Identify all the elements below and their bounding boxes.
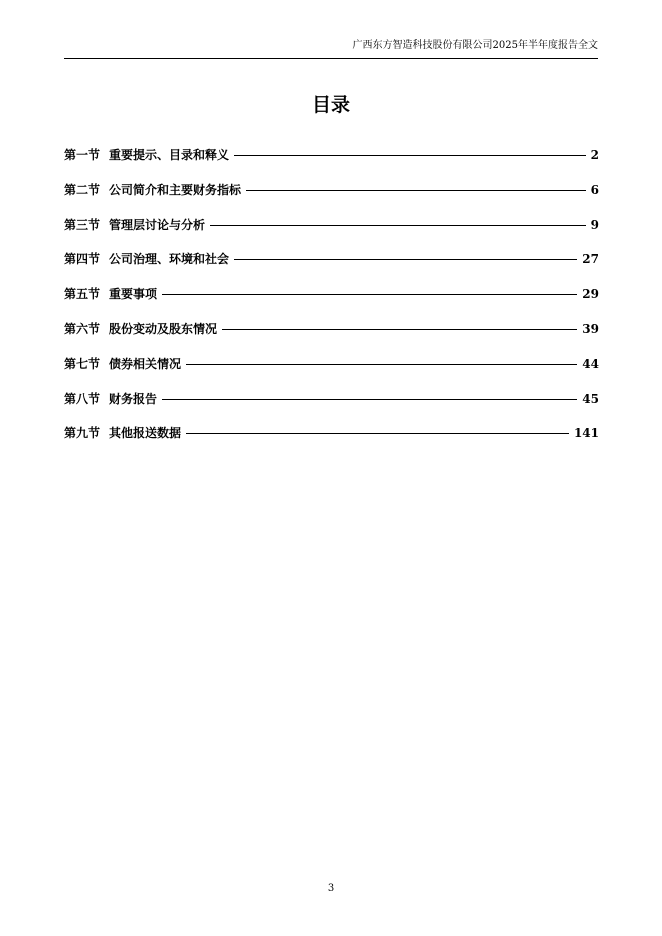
- table-of-contents: [64, 145, 599, 458]
- toc-section-number: 第八节: [64, 391, 101, 406]
- toc-entry[interactable]: [64, 389, 599, 409]
- toc-section-name: 重要提示、目录和释义: [109, 148, 230, 162]
- toc-leader-line: [162, 294, 577, 295]
- toc-section-name: 公司简介和主要财务指标: [109, 182, 242, 197]
- toc-leader-line: [246, 190, 586, 191]
- toc-section-number: 第四节: [64, 252, 101, 267]
- toc-section-name: 公司治理、环境和社会: [109, 252, 230, 267]
- toc-page-number: 39: [582, 321, 599, 336]
- toc-leader-line: [210, 225, 586, 226]
- toc-page-number: 27: [582, 252, 599, 267]
- toc-page-number: 29: [582, 287, 599, 302]
- toc-section-number: 第九节: [64, 426, 101, 441]
- toc-entry[interactable]: [64, 145, 599, 165]
- toc-leader-line: [186, 364, 577, 365]
- toc-entry[interactable]: [64, 319, 599, 339]
- toc-section-number: 第一节: [64, 148, 101, 162]
- toc-entry[interactable]: [64, 284, 599, 304]
- toc-entry[interactable]: [64, 180, 599, 200]
- header-text: 广西东方智造科技股份有限公司2025年半年度报告全文: [352, 40, 598, 51]
- page-number: 3: [327, 883, 335, 894]
- toc-page-number: 44: [582, 356, 599, 371]
- toc-section-number: 第七节: [64, 356, 101, 371]
- toc-section-name: 财务报告: [109, 391, 158, 406]
- toc-leader-line: [186, 433, 569, 434]
- toc-leader-line: [234, 155, 586, 156]
- toc-title: 目录: [311, 94, 350, 116]
- toc-entry[interactable]: [64, 215, 599, 235]
- toc-section-number: 第六节: [64, 321, 101, 336]
- toc-entry[interactable]: [64, 423, 599, 443]
- toc-entry[interactable]: [64, 249, 599, 269]
- toc-page-number: 141: [573, 426, 599, 441]
- toc-section-name: 管理层讨论与分析: [109, 217, 206, 232]
- toc-section-name: 债券相关情况: [109, 356, 182, 371]
- toc-leader-line: [222, 329, 577, 330]
- toc-section-name: 股份变动及股东情况: [109, 321, 218, 336]
- toc-leader-line: [234, 259, 577, 260]
- toc-section-number: 第二节: [64, 182, 101, 197]
- toc-page-number: 45: [582, 391, 599, 406]
- page-header: [64, 38, 598, 59]
- toc-section-name: 重要事项: [109, 287, 158, 302]
- toc-section-name: 其他报送数据: [109, 426, 182, 441]
- toc-page-number: 2: [590, 148, 599, 162]
- toc-leader-line: [162, 399, 577, 400]
- toc-page-number: 6: [590, 182, 599, 197]
- toc-section-number: 第五节: [64, 287, 101, 302]
- toc-page-number: 9: [590, 217, 599, 232]
- toc-section-number: 第三节: [64, 217, 101, 232]
- toc-entry[interactable]: [64, 354, 599, 374]
